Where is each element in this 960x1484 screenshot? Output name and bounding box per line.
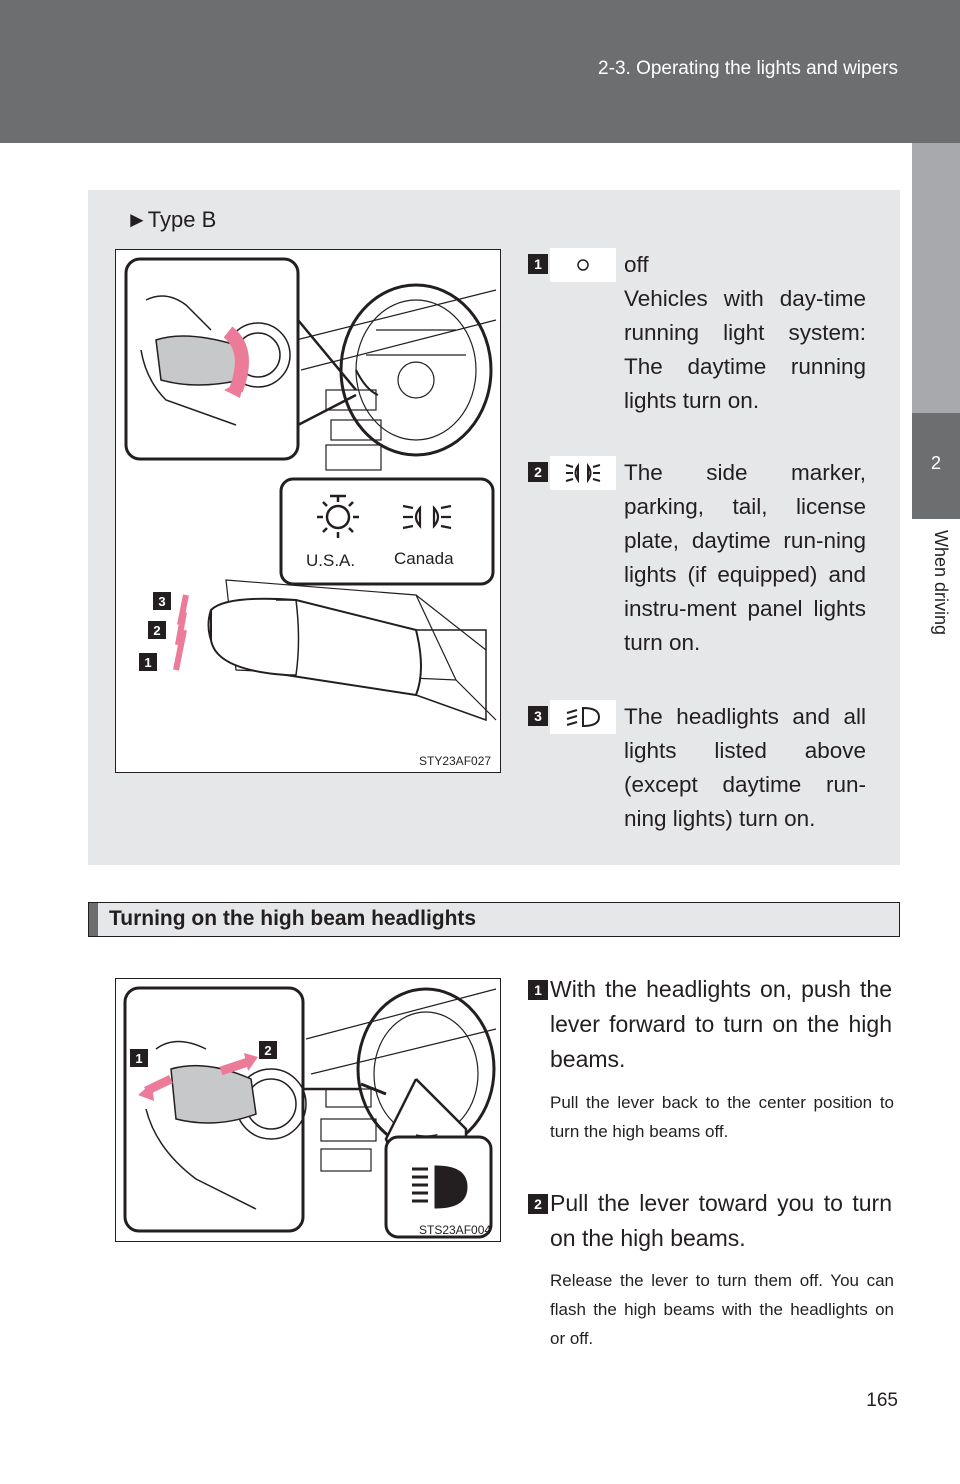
- type-heading: ►Type B: [126, 207, 217, 232]
- figure-code: STY23AF027: [419, 754, 492, 768]
- item-description: The headlights and all lights listed above (except daytime run-ning lights) turn on.: [624, 704, 866, 831]
- chapter-label: When driving: [931, 530, 951, 636]
- item-description: off Vehicles with day-time running light system: The daytime running lights turn on.: [624, 252, 866, 413]
- high-beam-figure: [115, 978, 501, 1242]
- high-beam-illustration: [116, 979, 500, 1241]
- step-number-badge: 1: [528, 980, 548, 1000]
- step-note: Pull the lever back to the center position to turn the high beams off.: [550, 1093, 894, 1141]
- light-switch-figure: [115, 249, 501, 773]
- svg-text:1: 1: [135, 1051, 143, 1066]
- step-number-badge: 2: [528, 1194, 548, 1214]
- section-title-accent: [89, 903, 98, 936]
- svg-text:3: 3: [158, 594, 166, 609]
- page-header: [0, 0, 960, 143]
- section-breadcrumb: 2-3. Operating the lights and wipers: [598, 58, 898, 79]
- item-number-badge: 1: [528, 254, 548, 274]
- step-text: With the headlights on, push the lever forward to turn on the high beams.: [550, 976, 892, 1072]
- svg-text:1: 1: [144, 655, 152, 670]
- item-number-badge: 2: [528, 462, 548, 482]
- side-tab-upper: [912, 143, 960, 413]
- page-number: 165: [866, 1390, 898, 1411]
- light-switch-illustration: [116, 250, 500, 772]
- parking-lights-icon: [550, 456, 616, 490]
- step-note: Release the lever to turn them off. You can flash the high beams with the headlights on or off.: [550, 1271, 894, 1348]
- headlight-icon: [550, 700, 616, 734]
- section-title-bar: [88, 902, 900, 937]
- step-text: Pull the lever toward you to turn on the high beams.: [550, 1190, 892, 1251]
- item-number-badge: 3: [528, 706, 548, 726]
- figure-code: STS23AF004: [419, 1223, 492, 1237]
- usa-label: U.S.A.: [306, 551, 356, 570]
- item-description: The side marker, parking, tail, license plate, daytime run-ning lights (if equipped) and instru-ment panel lights turn on.: [624, 460, 866, 655]
- off-circle-icon: [550, 248, 616, 282]
- svg-text:2: 2: [264, 1043, 272, 1058]
- section-title: Turning on the high beam headlights: [109, 907, 477, 930]
- canada-label: Canada: [394, 549, 454, 568]
- chapter-number-tab: 2: [912, 413, 960, 519]
- svg-text:2: 2: [153, 623, 161, 638]
